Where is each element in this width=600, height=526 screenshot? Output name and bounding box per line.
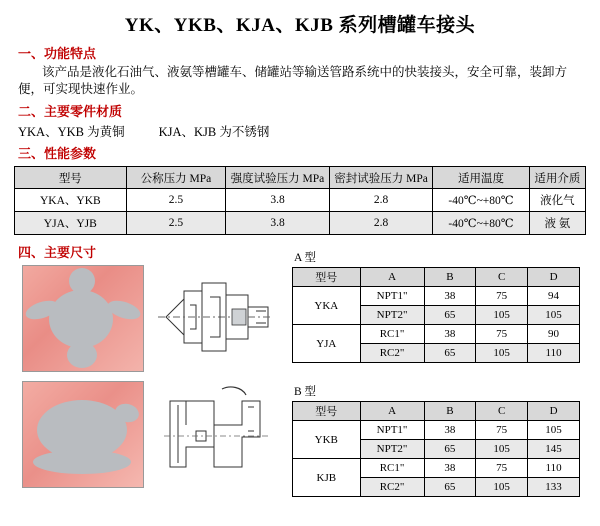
dim-cell: NPT1" (360, 287, 424, 306)
table-header-row (293, 402, 580, 421)
section-2-heading: 二、主要零件材质 (18, 104, 123, 119)
performance-table-wrap (14, 166, 600, 235)
table-row (293, 325, 580, 344)
drawing-b-svg (156, 381, 274, 486)
performance-table (14, 166, 586, 235)
perf-cell: 2.5 (126, 189, 226, 212)
dim-cell: RC1" (360, 325, 424, 344)
dim-cell: RC2" (360, 478, 424, 497)
dim-cell: 75 (476, 421, 528, 440)
dim-cell: RC2" (360, 344, 424, 363)
perf-cell: 2.8 (329, 212, 433, 235)
section-1-body: 该产品是液化石油气、液氨等槽罐车、储罐站等输送管路系统中的快装接头，安全可靠，装卸方便，可实现快速作业。 (18, 65, 568, 96)
dim-cell: 75 (476, 325, 528, 344)
dim-cell: 38 (424, 325, 476, 344)
perf-cell: 2.8 (329, 189, 433, 212)
dim-header-cell: A (360, 268, 424, 287)
dim-cell: 105 (528, 421, 580, 440)
dim-group-name: KJB (293, 459, 361, 497)
photo-part (49, 290, 113, 348)
dim-header-cell: D (528, 268, 580, 287)
dim-table-b (292, 401, 580, 497)
dim-cell: 65 (424, 344, 476, 363)
dim-cell: 105 (476, 306, 528, 325)
photo-part (33, 450, 131, 474)
dim-cell: 65 (424, 478, 476, 497)
perf-cell: YJA、YJB (15, 212, 127, 235)
dim-cell: 105 (476, 478, 528, 497)
table-row (293, 287, 580, 306)
dim-cell: 38 (424, 459, 476, 478)
type-label-b: B 型 (294, 386, 317, 398)
perf-cell: 3.8 (226, 189, 330, 212)
dim-table-a (292, 267, 580, 363)
dim-cell: 75 (476, 287, 528, 306)
perf-cell: 2.5 (126, 212, 226, 235)
dim-cell: 105 (528, 306, 580, 325)
dim-header-cell: D (528, 402, 580, 421)
type-label-a: A 型 (294, 252, 317, 264)
drawing-coupling-a (156, 265, 274, 370)
table-row (293, 421, 580, 440)
dim-group-name: YKB (293, 421, 361, 459)
dim-header-cell: C (476, 402, 528, 421)
material-line (18, 122, 600, 140)
figure-row-b (22, 381, 600, 513)
dim-header-cell: B (424, 402, 476, 421)
dim-table-a-wrap (292, 249, 580, 363)
perf-cell: 3.8 (226, 212, 330, 235)
dim-cell: RC1" (360, 459, 424, 478)
dim-cell: 110 (528, 459, 580, 478)
dim-header-cell: A (360, 402, 424, 421)
perf-cell: 液化气 (529, 189, 585, 212)
perf-cell: 液 氨 (529, 212, 585, 235)
dim-cell: 94 (528, 287, 580, 306)
section-3-heading: 三、性能参数 (18, 146, 97, 161)
drawing-coupling-b (156, 381, 274, 486)
dim-header-cell: B (424, 268, 476, 287)
perf-cell: YKA、YKB (15, 189, 127, 212)
dim-cell: 75 (476, 459, 528, 478)
table-header-row (293, 268, 580, 287)
material-steel: KJA、KJB 为不锈钢 (158, 125, 270, 139)
dim-group-name: YKA (293, 287, 361, 325)
perf-header-cell: 公称压力 MPa (126, 167, 226, 189)
table-row (293, 459, 580, 478)
photo-coupling-b (22, 381, 144, 488)
photo-part (63, 414, 101, 444)
dim-cell: 133 (528, 478, 580, 497)
dim-cell: 110 (528, 344, 580, 363)
section-1-heading: 一、功能特点 (18, 46, 97, 61)
dim-group-name: YJA (293, 325, 361, 363)
photo-coupling-a (22, 265, 144, 372)
section-4-heading: 四、主要尺寸 (18, 245, 97, 260)
dim-cell: NPT2" (360, 440, 424, 459)
dim-cell: 65 (424, 306, 476, 325)
dim-header-cell: 型号 (293, 268, 361, 287)
dim-cell: 90 (528, 325, 580, 344)
table-header-row (15, 167, 586, 189)
dim-cell: 145 (528, 440, 580, 459)
document-page (0, 10, 600, 526)
table-row (15, 212, 586, 235)
perf-header-cell: 适用温度 (433, 167, 529, 189)
perf-cell: -40℃~+80℃ (433, 189, 529, 212)
photo-part (69, 268, 95, 294)
dim-cell: 65 (424, 440, 476, 459)
perf-cell: -40℃~+80℃ (433, 212, 529, 235)
perf-header-cell: 密封试验压力 MPa (329, 167, 433, 189)
dim-cell: 105 (476, 440, 528, 459)
dim-cell: 38 (424, 287, 476, 306)
table-row (15, 189, 586, 212)
drawing-a-svg (156, 265, 274, 370)
page-title: YK、YKB、KJA、KJB 系列槽罐车接头 (124, 15, 476, 36)
perf-header-cell: 型号 (15, 167, 127, 189)
dim-cell: 105 (476, 344, 528, 363)
dim-header-cell: C (476, 268, 528, 287)
dim-table-b-wrap (292, 383, 580, 497)
dim-cell: 38 (424, 421, 476, 440)
material-brass: YKA、YKB 为黄铜 (18, 125, 125, 139)
perf-header-cell: 适用介质 (529, 167, 585, 189)
photo-part (67, 342, 97, 368)
dim-header-cell: 型号 (293, 402, 361, 421)
dim-cell: NPT2" (360, 306, 424, 325)
dim-cell: NPT1" (360, 421, 424, 440)
perf-header-cell: 强度试验压力 MPa (226, 167, 330, 189)
